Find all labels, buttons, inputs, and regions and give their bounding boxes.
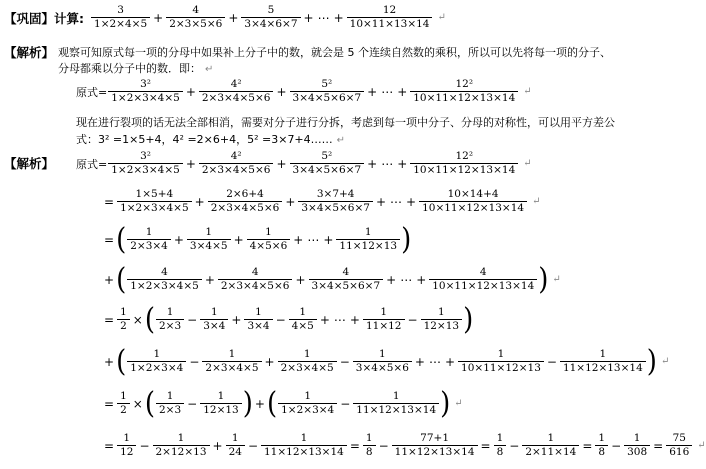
fraction: $\frac{12}{10\times 11\times 13\times 14}$ [347,4,433,31]
solution-row-7: = $\frac{1}{2}$ × ( $\frac{1}{2\times 3}$ − $\frac{1}{12\times 13}$ ) + ( $\frac{1}{1\times 2\times 3\times 4}$ − $\frac{1}{11\times 12\times 13\times 14}$ ) ↵ [104,386,463,421]
fraction: $\frac{4}{2\times 3\times 5\times 6}$ [166,4,225,31]
fraction: $\frac{3}{1\times 2\times 4\times 5}$ [91,4,150,31]
solution-row-2: = $\frac{1\times 5+4}{1\times 2\times 3\times 4\times 5}$ + $\frac{2\times 6+4}{2\times 3\times 4\times 5\times 6}$ + $\frac{3\times 7+4}{3\times 4\times 5\times 6\times 7}$ + ⋯ + $\frac{10\times 14+4}{10\times 11\times 12\times 13\times 14}$ ↵ [104,188,541,214]
solution-row-4: + ( $\frac{4}{1\times 2\times 3\times 4\times 5}$ + $\frac{4}{2\times 3\times 4\times 5\times 6}$ + $\frac{4}{3\times 4\times 5\times 6\times 7}$ + ⋯ + $\frac{4}{10\times 11\times 12\times 13\times 14}$ ) ↵ [104,262,561,297]
analysis-1-original: 原式= $\frac{\text{3²}}{1\times 2\times 3\times 4\times 5}$ + $\frac{\text{4²}}{2\times 3\times 4\times 5\times 6}$ + $\frac{\text{5²}}{3\times 4\times 5\times 6\times 7}$ + ⋯ + $\frac{\text{12²}}{10\times 11\times 12\times 13\times 14}$ ↵ [76,78,532,104]
analysis-1-line-3: 现在进行裂项的话无法全部相消，需要对分子进行分拆，考虑到每一项中分子、分母的对称性，可以用平方差公 [76,116,615,129]
solution-row-6: + ( $\frac{1}{1\times 2\times 3\times 4}$ − $\frac{1}{2\times 3\times 4\times 5}$ + $\frac{1}{2\times 3\times 4\times 5}$ − $\frac{1}{3\times 4\times 5\times 6}$ + ⋯ + $\frac{1}{10\times 11\times 12\times 13}$ − $\frac{1}{11\times 12\times 13\times 14}$ ) ↵ [104,344,670,379]
solution-row-8: = $\frac{1}{12}$ − $\frac{1}{2\times 12\times 13}$ + $\frac{1}{24}$ − $\frac{1}{11\times 12\times 13\times 14}$ = $\frac{1}{8}$ − $\frac{77+1}{11\times 12\times 13\times 14}$ = $\frac{1}{8}$ − $\frac{1}{2\times 11\times 14}$ = $\frac{1}{8}$ − $\frac{1}{308}$ = $\frac{75}{616}$ ↵ [104,432,706,458]
analysis-2-label: 【解析】 [4,156,55,171]
analysis-1-line-4: 式：3² =1×5+4，4² =2×6+4，5² =3×7+4…… ↵ [76,133,346,146]
analysis-1-line-1: 观察可知原式每一项的分母中如果补上分子中的数，就会是 5 个连续自然数的乘积，所以可以先将每一项的分子、 [58,46,611,59]
analysis-1-label: 【解析】 [4,45,55,60]
analysis-1-line-2: 分母都乘以分子中的数．即： ↵ [58,62,214,75]
solution-row-5: = $\frac{1}{2}$ × ( $\frac{1}{2\times 3}$ − $\frac{1}{3\times 4}$ + $\frac{1}{3\times 4}$ − $\frac{1}{4\times 5}$ + ⋯ + $\frac{1}{11\times 12}$ − $\frac{1}{12\times 13}$ ) [104,302,474,337]
solution-row-3: = ( $\frac{1}{2\times 3\times 4}$ + $\frac{1}{3\times 4\times 5}$ + $\frac{1}{4\times 5\times 6}$ + ⋯ + $\frac{1}{11\times 12\times 13}$ ) [104,222,412,257]
solution-row-1: 原式= $\frac{\text{3²}}{1\times 2\times 3\times 4\times 5}$ + $\frac{\text{4²}}{2\times 3\times 4\times 5\times 6}$ + $\frac{\text{5²}}{3\times 4\times 5\times 6\times 7}$ + ⋯ + $\frac{\text{12²}}{10\times 11\times 12\times 13\times 14}$ ↵ [76,150,532,176]
consolidate-label: 【巩固】 [4,10,55,26]
calc-label: 计算: [54,10,85,26]
problem-line: 【巩固】 计算: $\frac{3}{1\times 2\times 4\times 5}$ + $\frac{4}{2\times 3\times 5\times 6}$ + $\frac{5}{3\times 4\times 6\times 7}$ + ⋯ + $\frac{12}{10\times 11\times 13\times 14}$ ↵ [4,4,446,30]
fraction: $\frac{5}{3\times 4\times 6\times 7}$ [241,4,300,31]
